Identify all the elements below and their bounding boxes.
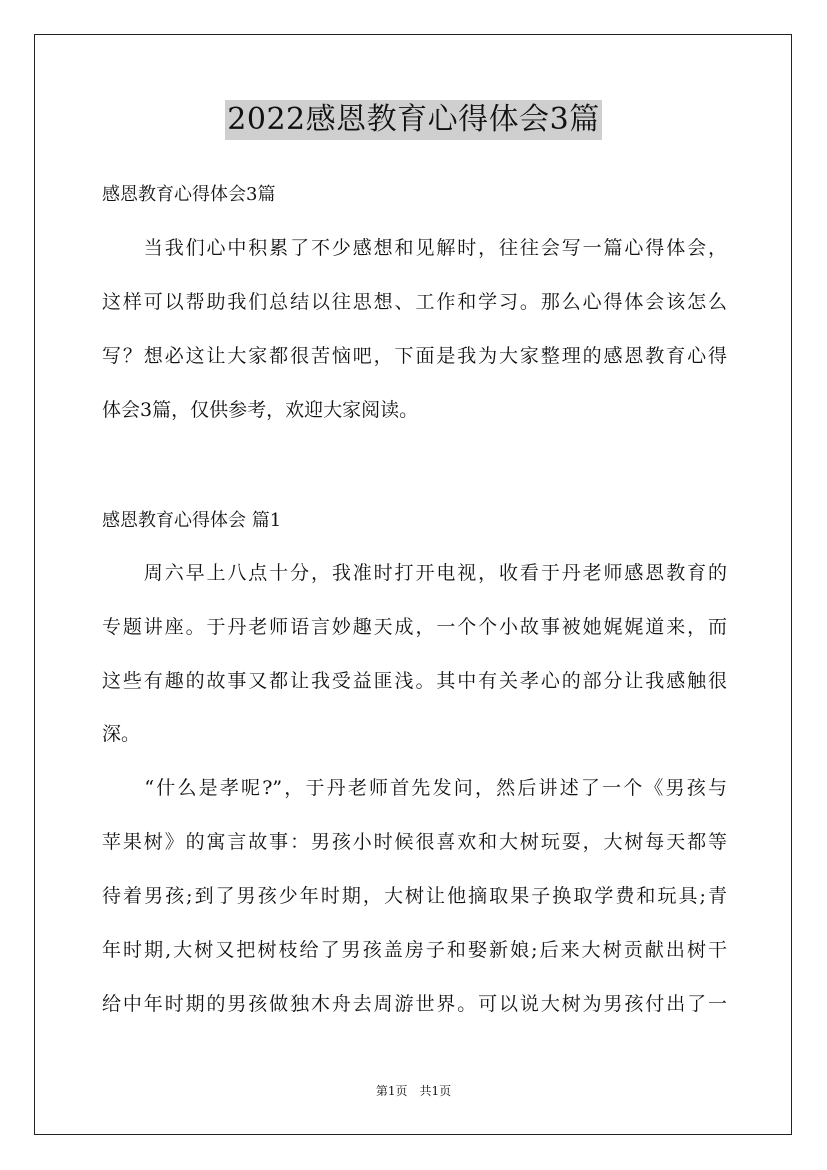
paragraph-line: 专题讲座。于丹老师语言妙趣天成，一个个小故事被她娓娓道来，而 (102, 616, 727, 638)
page-footer: 第1页 共1页 (375, 1084, 452, 1098)
paragraph-line: 苹果树》的寓言故事：男孩小时候很喜欢和大树玩耍，大树每天都等 (102, 831, 727, 853)
paragraph-line: 体会3篇，仅供参考，欢迎大家阅读。 (102, 399, 419, 421)
paragraph-line: “什么是孝呢?”，于丹老师首先发问，然后讲述了一个《男孩与 (102, 777, 727, 799)
section-heading: 感恩教育心得体会 篇1 (102, 510, 282, 531)
paragraph-line: 周六早上八点十分，我准时打开电视，收看于丹老师感恩教育的 (102, 562, 727, 584)
paragraph-line: 当我们心中积累了不少感想和见解时，往往会写一篇心得体会， (102, 237, 727, 259)
paragraph-line: 待着男孩;到了男孩少年时期，大树让他摘取果子换取学费和玩具;青 (102, 885, 727, 907)
document-title: 2022感恩教育心得体会3篇 (225, 100, 601, 140)
paragraph-line: 写？想必这让大家都很苦恼吧，下面是我为大家整理的感恩教育心得 (102, 345, 727, 367)
paragraph-line: 这些有趣的故事又都让我受益匪浅。其中有关孝心的部分让我感触很 (102, 670, 727, 692)
paragraph-line: 这样可以帮助我们总结以往思想、工作和学习。那么心得体会该怎么 (102, 291, 727, 313)
paragraph-line: 年时期,大树又把树枝给了男孩盖房子和娶新娘;后来大树贡献出树干 (102, 939, 727, 961)
paragraph-line: 给中年时期的男孩做独木舟去周游世界。可以说大树为男孩付出了一 (102, 993, 727, 1015)
paragraph-line: 深。 (102, 723, 141, 745)
document-subtitle: 感恩教育心得体会3篇 (102, 184, 276, 205)
title-container (0, 100, 827, 140)
